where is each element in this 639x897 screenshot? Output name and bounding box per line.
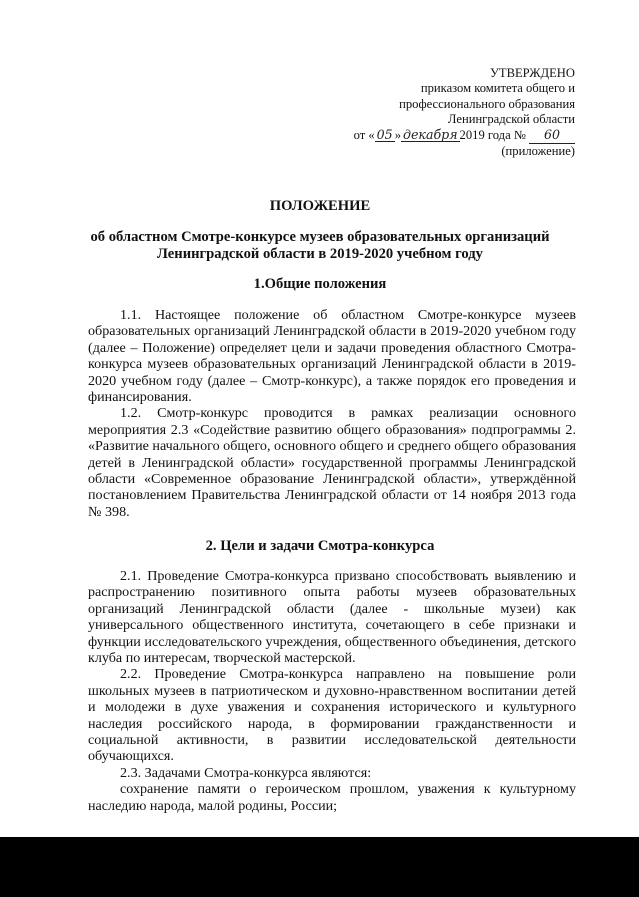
approval-date-line: от « 05 » декабря 2019 года № 60: [354, 128, 575, 144]
paragraph-2-3: 2.3. Задачами Смотра-конкурса являются:: [120, 764, 372, 781]
approval-region-line: Ленинградской области: [447, 112, 575, 127]
section-1-body: [88, 307, 576, 520]
date-year-suffix: 2019 года №: [459, 127, 526, 142]
handwritten-day: 05: [376, 126, 393, 142]
paragraph-1-2: 1.2. Смотр-конкурс проводится в рамках реализации основного мероприятия 2.3 «Содействие развитию общего образования» подпрограммы 2. «Развитие начального общего, основного общего и среднего общего образования детей в Ленинградской области» государственной программы Ленинградской области «Современное образование Ленинградской области», утверждённой постановлением Правительства Ленинградской области от 14 ноября 2013 года № 398.: [88, 405, 576, 520]
approval-stamp: [354, 66, 575, 159]
approval-order-line: приказом комитета общего и: [420, 81, 575, 96]
document-subtitle-1: об областном Смотре-конкурсе музеев образовательных организаций: [90, 229, 550, 245]
approval-committee-line: профессионального образования: [399, 96, 575, 111]
approval-annex-line: (приложение): [501, 144, 575, 159]
paragraph-2-1: 2.1. Проведение Смотра-конкурса призвано способствовать выявлению и распространению позитивного опыта работы музеев образовательных организаций Ленинградской области (далее - школьные музеи) как универсального общественного института, сочетающего в себе признаки и функции исследовательского учреждения, общественного объединения, детского клуба по интересам, творческой мастерской.: [88, 568, 576, 667]
paragraph-2-3a: сохранение памяти о героическом прошлом, уважения к культурному наследию народа, малой родины, России;: [88, 781, 576, 814]
section-2-heading: 2. Цели и задачи Смотра-конкурса: [205, 538, 435, 554]
scan-bottom-edge: [0, 837, 639, 897]
paragraph-2-2: 2.2. Проведение Смотра-конкурса направлено на повышение роли школьных музеев в патриотическом и духовно-нравственном воспитании детей и молодежи в духе уважения и сохранения исторического и культурного наследия российского народа, в формировании гражданственности и социальной активности, в развитии исследовательской деятельности обучающихся.: [88, 666, 576, 765]
handwritten-month: декабря: [402, 126, 458, 142]
handwritten-number: 60: [543, 126, 561, 142]
paragraph-1-1: 1.1. Настоящее положение об областном Смотре-конкурсе музеев образовательных организаций Ленинградской области в 2019-2020 учебном году (далее – Положение) определяет цели и задачи проведения областного Смотра-конкурса музеев образовательных организаций Ленинградской области в 2019-2020 учебном году (далее – Смотр-конкурс), а также порядок его проведения и финансирования.: [88, 307, 576, 406]
document-title: ПОЛОЖЕНИЕ: [269, 198, 371, 214]
approval-heading: УТВЕРЖДЕНО: [489, 66, 575, 80]
document-subtitle-2: Ленинградской области в 2019-2020 учебном году: [157, 246, 483, 262]
date-prefix: от «: [353, 127, 375, 142]
section-2-body: [88, 568, 576, 814]
section-1-heading: 1.Общие положения: [253, 276, 387, 292]
